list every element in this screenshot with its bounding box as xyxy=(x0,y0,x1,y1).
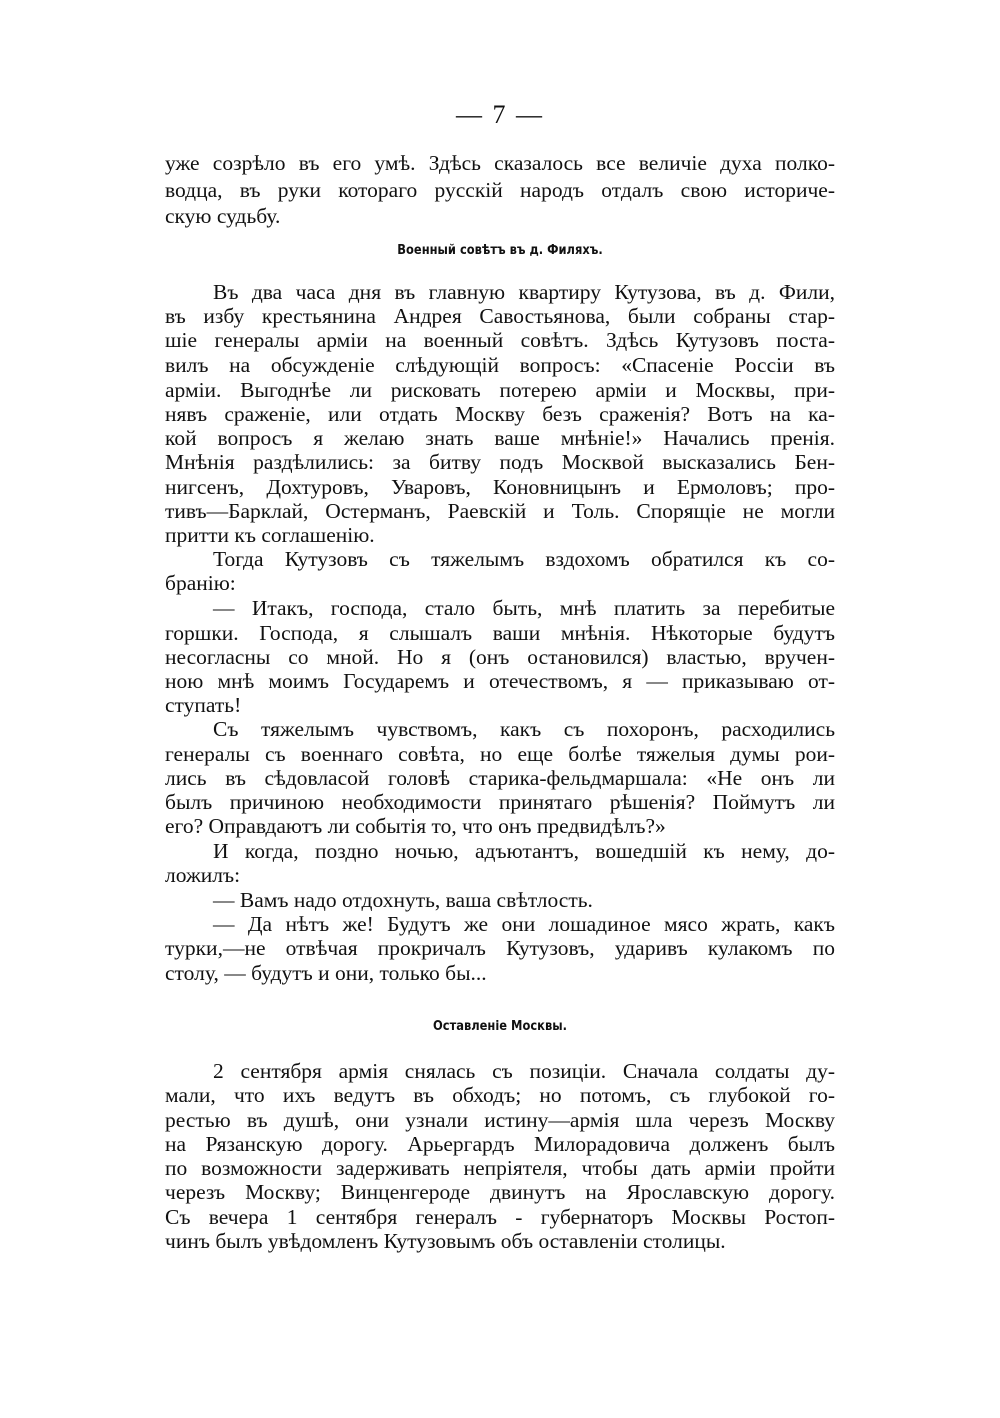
text-line: турки,—не отвѣчая прокричалъ Кутузовъ, ударивъ кулакомъ по xyxy=(165,936,835,960)
text-line: Мнѣнія раздѣлились: за битву подъ Москвой высказались Бен- xyxy=(165,450,835,474)
text-line: скую судьбу. xyxy=(165,204,281,228)
text-line: въ избу крестьянина Андрея Савостьянова, были собраны стар- xyxy=(165,304,835,328)
text-line: 2 сентября армія снялась съ позиціи. Сначала солдаты ду- xyxy=(213,1059,835,1083)
text-line: арміи. Выгоднѣе ли рисковать потерею арміи и Москвы, при- xyxy=(165,378,835,402)
text-line: столу, — будутъ и они, только бы... xyxy=(165,961,487,985)
text-line: ложилъ: xyxy=(165,863,241,887)
text-line: нигсенъ, Дохтуровъ, Уваровъ, Коновницынъ и Ермоловъ; про- xyxy=(165,475,835,499)
text-line: Съ тяжелымъ чувствомъ, какъ съ похоронъ, расходились xyxy=(213,717,835,741)
text-line: генералы съ военнаго совѣта, но еще болѣе тяжелыя думы рои- xyxy=(165,742,835,766)
text-line: чинъ былъ увѣдомленъ Кутузовымъ объ оставленіи столицы. xyxy=(165,1229,726,1253)
text-line: притти къ соглашенію. xyxy=(165,523,375,547)
text-line: нявъ сраженіе, или отдать Москву безъ сраженія? Вотъ на ка- xyxy=(165,402,835,426)
text-line: его? Оправдаютъ ли событія то, что онъ предвидѣлъ?» xyxy=(165,814,666,838)
text-line: Въ два часа дня въ главную квартиру Кутузова, въ д. Фили, xyxy=(213,280,835,304)
text-line: несогласны со мной. Но я (онъ остановился) властью, вручен- xyxy=(165,645,835,669)
text-line: ною мнѣ моимъ Государемъ и отечествомъ, я — приказываю от- xyxy=(165,669,835,693)
section-heading-military-council: Военный совѣтъ въ д. Филяхъ. xyxy=(397,242,603,258)
text-line: на Рязанскую дорогу. Арьергардъ Милорадовича долженъ былъ xyxy=(165,1132,835,1156)
text-line: рестью въ душѣ, они узнали истину—армія шла черезъ Москву xyxy=(165,1108,835,1132)
text-line: мали, что ихъ ведутъ въ обходъ; но потомъ, съ глубокой го- xyxy=(165,1083,835,1107)
text-line: водца, въ руки котораго русскій народъ отдалъ свою историче- xyxy=(165,178,835,202)
text-line: лись въ сѣдовласой головѣ старика-фельдмаршала: «Не онъ ли xyxy=(165,766,835,790)
text-line: Съ вечера 1 сентября генералъ - губернаторъ Москвы Ростоп- xyxy=(165,1205,835,1229)
text-line: тивъ—Барклай, Остерманъ, Раевскій и Толь. Спорящіе не могли xyxy=(165,499,835,523)
text-line: шіе генералы арміи на военный совѣтъ. Здѣсь Кутузовъ поста- xyxy=(165,328,835,352)
page-number: — 7 — xyxy=(456,100,544,129)
text-line: былъ причиною необходимости принятаго рѣшенія? Поймутъ ли xyxy=(165,790,835,814)
text-line: кой вопросъ я желаю знать ваше мнѣніе!» Начались пренія. xyxy=(165,426,835,450)
text-line: — Да нѣтъ же! Будутъ же они лошадиное мясо жрать, какъ xyxy=(213,912,835,936)
text-line: И когда, поздно ночью, адъютантъ, вошедшій къ нему, до- xyxy=(213,839,835,863)
text-line: по возможности задерживать непріятеля, чтобы дать арміи пройти xyxy=(165,1156,835,1180)
text-line: — Итакъ, господа, стало быть, мнѣ платить за перебитые xyxy=(213,596,835,620)
text-line: ступать! xyxy=(165,693,242,717)
text-line: черезъ Москву; Винценгероде двинутъ на Ярославскую дорогу. xyxy=(165,1180,835,1204)
text-line: вилъ на обсужденіе слѣдующій вопросъ: «Спасеніе Россіи въ xyxy=(165,353,835,377)
text-line: горшки. Господа, я слышалъ ваши мнѣнія. Нѣкоторые будутъ xyxy=(165,621,835,645)
text-line: Тогда Кутузовъ съ тяжелымъ вздохомъ обратился къ со- xyxy=(213,547,835,571)
text-line: уже созрѣло въ его умѣ. Здѣсь сказалось все величіе духа полко- xyxy=(165,151,835,175)
text-line: бранію: xyxy=(165,571,236,595)
section-heading-leaving-moscow: Оставленіе Москвы. xyxy=(433,1018,567,1034)
text-line: — Вамъ надо отдохнуть, ваша свѣтлость. xyxy=(213,888,593,912)
